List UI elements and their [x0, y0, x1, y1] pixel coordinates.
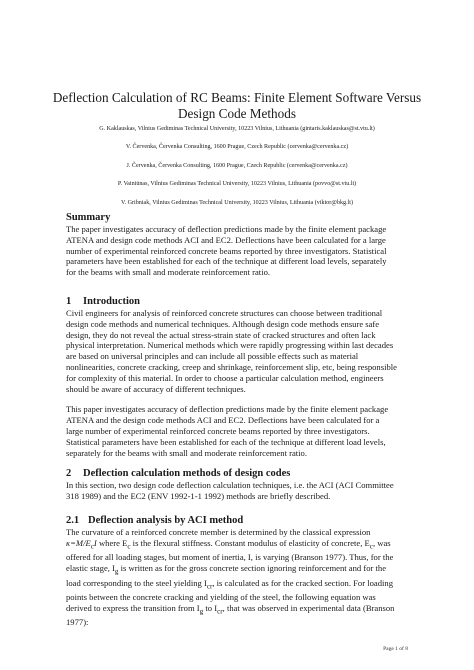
- intro-line: separately for the beams with small and moderate reinforcement ratio.: [66, 447, 308, 458]
- summary-section: [66, 212, 408, 278]
- section-2-1: [66, 515, 408, 628]
- author-3: J. Červenka, Červenka Consulting, 1600 Prague, Czech Republic (cervenka@cervenka.cz): [126, 162, 348, 169]
- introduction-section: [66, 296, 408, 458]
- section-2-line: In this section, two design code deflection calculation techniques, i.e. the ACI (ACI Committee: [66, 480, 394, 490]
- intro-line: design code methods and numerical techniques. Although design code methods ensure safe: [66, 318, 380, 329]
- summary-line: for the beams with small and moderate reinforcement ratio.: [66, 267, 271, 278]
- summary-line: ATENA and design code methods ACI and EC2. Deflections have been calculated for a large: [66, 234, 386, 245]
- curvature-formula: κ=M/E: [66, 537, 91, 548]
- summary-line: number of experimental reinforced concrete beams reported by three investigators. Statistical: [66, 245, 387, 256]
- section-2-1-heading: 2.1 Deflection analysis by ACI method: [66, 515, 244, 526]
- page-number: Page 1 of 8: [383, 646, 408, 652]
- paper-title: [50, 90, 424, 122]
- title-line-1: Deflection Calculation of RC Beams: Finite Element Software Versus: [52, 90, 422, 105]
- summary-text: [66, 224, 408, 278]
- author-2: V. Červenka, Červenka Consulting, 1600 Prague, Czech Republic (cervenka@cervenka.cz): [125, 144, 349, 151]
- title-line-2: Design Code Methods: [178, 106, 296, 121]
- aci-line: The curvature of a reinforced concrete member is determined by the classical expression: [66, 527, 371, 537]
- section-2-text: [66, 480, 408, 502]
- author-4: P. Vainiūnas, Vilnius Gediminas Technical University, 10223 Vilnius, Lithuania (povvo@st.vtu.lt): [117, 181, 357, 188]
- intro-line: nonlinearities, concrete cracking, creep and shrinkage, reinforcement slip, etc, being responsible: [66, 361, 397, 372]
- introduction-heading: 1 Introduction: [66, 296, 140, 307]
- author-list: [40, 125, 434, 217]
- summary-heading: Summary: [66, 212, 111, 223]
- author-1: G. Kaklauskas, Vilnius Gediminas Technical University, 10223 Vilnius, Lithuania (gintaris.kaklauskas@st.vtu.lt): [99, 126, 375, 132]
- intro-line: are based on universal principles and can include all possible effects such as material: [66, 351, 359, 362]
- intro-line: This paper investigates accuracy of deflection predictions made by the finite element package: [66, 404, 389, 415]
- section-2-line: 318 1989) and the EC2 (ENV 1992-1-1 1992) methods are briefly described.: [66, 490, 331, 501]
- introduction-paragraph-1: [66, 308, 408, 394]
- section-2: [66, 468, 408, 502]
- intro-line: physical interpretation. Numerical methods which were rapidly progressing within last decades: [66, 340, 394, 351]
- aci-line: points between the concrete cracking and yielding of the steel, the following equation was: [66, 592, 376, 603]
- intro-line: Statistical parameters have been established for each of the technique at different load levels,: [66, 436, 386, 447]
- intro-line: ATENA and the design code methods ACI and EC2. Deflections have been calculated for a: [66, 415, 380, 426]
- aci-line: offered for all loading stages, but moment of inertia, I, is varying (Branson 1977). Thus, for the: [66, 552, 394, 563]
- section-2-1-text: The curvature of a reinforced concrete member is determined by the classical expression $\kappa=M/E_cI$ where $E_c$ is the flexural stiffness. Constant modulus of elasticity of concrete, $E_c$, was offered for all loading stages, but moment of inertia, I, is varying (Branson 1977). Thus, for the elastic stage, $I_g$ is written as for the gross concrete section ignoring reinforcement and for the load corresponding to the steel yielding $I_{cr}$, is calculated as for the cracked section. For loading points between the concrete cracking and yielding of the steel, the following equation was derived to express the transition from $I_g$ to $I_{cr}$, that was observed in experimental data (Branson 1977):: [66, 527, 395, 628]
- summary-line: The paper investigates accuracy of deflection predictions made by the finite element package: [66, 224, 387, 234]
- intro-line: design, they do not reveal the actual stress-strain state of cracked structures and often lack: [66, 329, 376, 340]
- intro-line: for complexity of this material. In order to choose a particular calculation method, engineers: [66, 372, 384, 383]
- section-2-heading: 2 Deflection calculation methods of design codes: [66, 468, 291, 479]
- intro-line: Civil engineers for analysis of reinforced concrete structures can choose between traditional: [66, 308, 383, 318]
- summary-line: parameters have been established for each of the technique at different load levels, separately: [66, 256, 387, 267]
- intro-line: large number of experimental reinforced concrete beams reported by three investigators.: [66, 425, 370, 436]
- introduction-paragraph-2: [66, 404, 408, 458]
- intro-line: should be aware of accuracy of different techniques.: [66, 383, 246, 394]
- aci-line: 1977):: [66, 617, 89, 628]
- author-5: V. Gribniak, Vilnius Gediminas Technical University, 10223 Vilnius, Lithuania (viktor@bkg.lt): [120, 199, 354, 206]
